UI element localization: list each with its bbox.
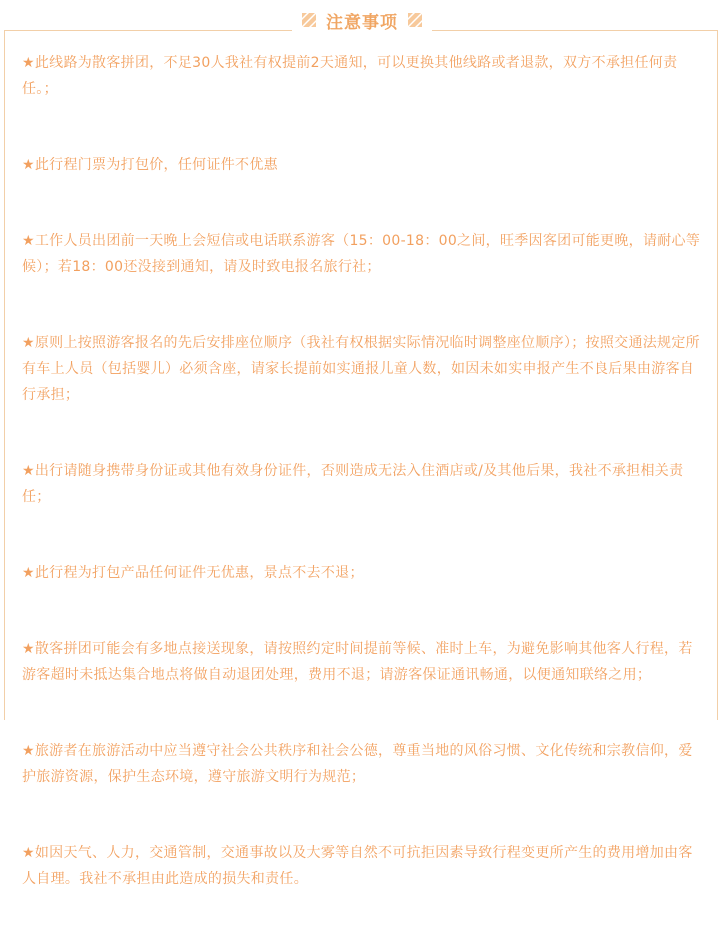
notice-item: ★工作人员出团前一天晚上会短信或电话联系游客（15：00-18：00之间，旺季因客团可能更晚，请耐心等候）；若18：00还没接到通知，请及时致电报名旅行社； xyxy=(22,233,701,275)
notice-title-box xyxy=(292,5,432,35)
notice-item: ★此行程为打包产品任何证件无优惠，景点不去不退； xyxy=(22,565,364,581)
page-title: 注意事项 xyxy=(326,12,398,33)
notice-item: ★出行请随身携带身份证或其他有效身份证件，否则造成无法入住酒店或/及其他后果，我社不承担相关责任； xyxy=(22,463,684,505)
striped-square-icon xyxy=(408,13,422,27)
notice-item: ★此线路为散客拼团，不足30人我社有权提前2天通知，可以更换其他线路或者退款，双方不承担任何责任。； xyxy=(22,55,678,97)
notice-item: ★此行程门票为打包价，任何证件不优惠 xyxy=(22,157,278,173)
notice-list xyxy=(22,50,706,942)
notice-item: ★旅游者在旅游活动中应当遵守社会公共秩序和社会公德，尊重当地的风俗习惯、文化传统和宗教信仰，爱护旅游资源，保护生态环境，遵守旅游文明行为规范； xyxy=(22,743,693,785)
notice-item: ★原则上按照游客报名的先后安排座位顺序（我社有权根据实际情况临时调整座位顺序）；按照交通法规定所有车上人员（包括婴儿）必须含座，请家长提前如实通报儿童人数，如因未如实申报产生不良后果由游客自行承担； xyxy=(22,335,700,403)
notice-header xyxy=(0,12,724,47)
notice-item: ★如因天气、人力，交通管制，交通事故以及大雾等自然不可抗拒因素导致行程变更所产生的费用增加由客人自理。我社不承担由此造成的损失和责任。 xyxy=(22,845,693,887)
striped-square-icon xyxy=(302,13,316,27)
notice-item: ★散客拼团可能会有多地点接送现象，请按照约定时间提前等候、准时上车，为避免影响其他客人行程，若游客超时未抵达集合地点将做自动退团处理，费用不退；请游客保证通讯畅通，以便通知联络之用； xyxy=(22,641,693,683)
